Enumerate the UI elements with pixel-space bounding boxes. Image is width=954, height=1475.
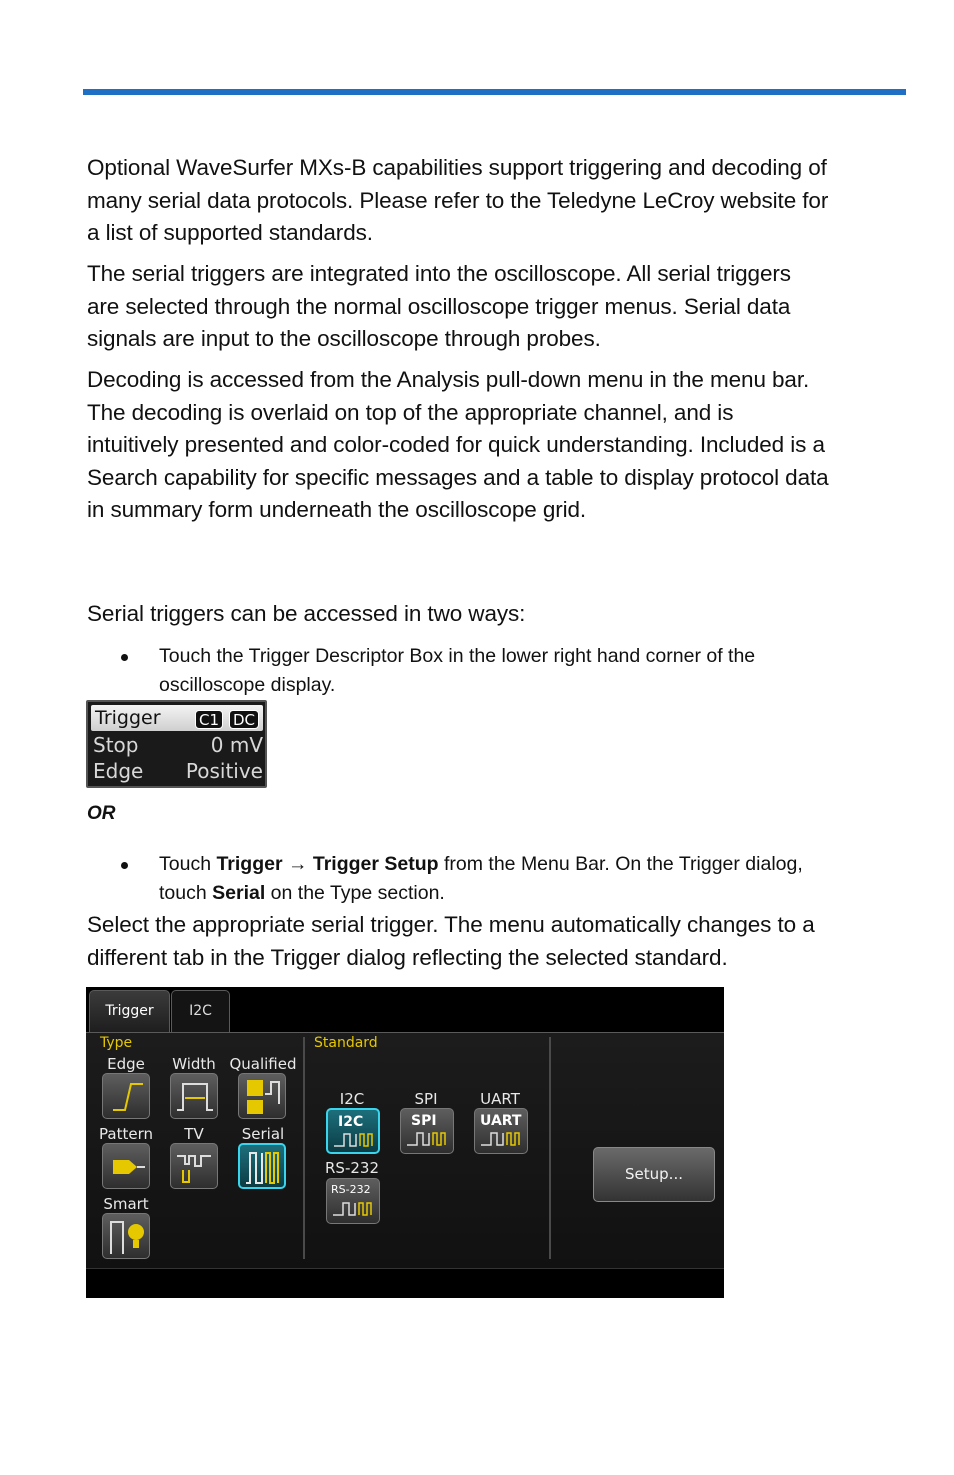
bullet-icon	[121, 654, 128, 661]
coupling-badge: DC	[229, 710, 259, 729]
rs232-standard-button[interactable]	[326, 1178, 380, 1224]
text-run: touch	[159, 882, 213, 904]
edge-trigger-button[interactable]	[102, 1073, 150, 1119]
text-line: The serial triggers are integrated into the oscilloscope. All serial triggers	[87, 261, 791, 286]
spi-icon	[401, 1109, 455, 1155]
type-label-serial: Serial	[241, 1125, 285, 1143]
text-line: in summary form underneath the oscilloscope grid.	[87, 497, 587, 523]
trigger-descriptor-box	[86, 700, 267, 788]
bold-menu-path: Trigger → Trigger Setup	[216, 853, 439, 875]
standard-label-i2c: I2C	[339, 1090, 365, 1108]
setup-button[interactable]: Setup...	[593, 1147, 715, 1202]
descriptor-title: Trigger	[95, 707, 161, 729]
serial-trigger-button[interactable]	[238, 1143, 286, 1189]
text-line	[159, 850, 899, 879]
text-run: from the Menu Bar. On the Trigger dialog,	[438, 853, 803, 875]
tab-trigger[interactable]: Trigger	[89, 990, 170, 1032]
type-label-pattern: Pattern	[99, 1125, 153, 1143]
section-divider	[303, 1037, 305, 1259]
svg-text:UART: UART	[480, 1113, 522, 1129]
text-line: are selected through the normal oscilloscope trigger menus. Serial data	[87, 293, 791, 319]
type-label-qualified: Qualified	[229, 1055, 297, 1073]
text-line: Touch the Trigger Descriptor Box in the lower right hand corner of the	[159, 645, 756, 667]
tv-trigger-button[interactable]	[170, 1143, 218, 1189]
bullet-item-menu	[121, 850, 901, 910]
type-section-label: Type	[100, 1035, 133, 1051]
edge-icon	[103, 1074, 151, 1120]
bullet-item-descriptor	[121, 642, 901, 702]
bold-serial: Serial	[212, 882, 266, 904]
uart-icon	[475, 1109, 529, 1155]
standard-label-spi: SPI	[414, 1090, 438, 1108]
dialog-panel	[86, 1032, 724, 1268]
text-run: on the Type section.	[265, 882, 445, 904]
text-line: Search capability for specific messages and a table to display protocol data	[87, 464, 829, 490]
standard-label-rs232: RS-232	[325, 1159, 379, 1177]
type-label-width: Width	[172, 1055, 216, 1073]
text-line: signals are input to the oscilloscope through probes.	[87, 326, 601, 352]
width-icon	[171, 1074, 219, 1120]
qualified-trigger-button[interactable]	[238, 1073, 286, 1119]
text-line: Decoding is accessed from the Analysis pull-down menu in the menu bar.	[87, 367, 810, 392]
svg-text:RS-232: RS-232	[331, 1183, 371, 1196]
text-line	[159, 879, 899, 908]
descriptor-slope-value: Positive	[185, 759, 263, 783]
pattern-trigger-button[interactable]	[102, 1143, 150, 1189]
access-lead: Serial triggers can be accessed in two ways:	[87, 601, 526, 626]
serial-icon	[240, 1145, 288, 1191]
descriptor-level-value: 0 mV	[210, 733, 263, 757]
smart-icon	[103, 1214, 151, 1260]
svg-text:I2C: I2C	[338, 1114, 364, 1130]
trigger-dialog	[86, 987, 724, 1298]
header-rule	[83, 89, 906, 95]
pattern-icon	[103, 1144, 151, 1190]
i2c-standard-button[interactable]	[326, 1108, 380, 1154]
type-label-edge: Edge	[107, 1055, 145, 1073]
svg-text:SPI: SPI	[411, 1113, 437, 1129]
type-label-tv: TV	[184, 1125, 204, 1143]
descriptor-row-mode	[93, 733, 263, 757]
dialog-bottom-line	[86, 1268, 724, 1269]
channel-badge: C1	[195, 710, 223, 729]
spi-standard-button[interactable]	[400, 1108, 454, 1154]
paragraph-intro	[87, 152, 907, 250]
tab-i2c[interactable]: I2C	[171, 990, 230, 1032]
bullet-icon	[121, 862, 128, 869]
standard-section-label: Standard	[314, 1035, 378, 1051]
text-line: intuitively presented and color-coded for quick understanding. Included is a	[87, 432, 825, 458]
paragraph-select	[87, 909, 907, 974]
text-line: oscilloscope display.	[159, 674, 336, 696]
dialog-bottom-band	[86, 1268, 724, 1298]
text-line: different tab in the Trigger dialog reflecting the selected standard.	[87, 944, 728, 970]
tv-icon	[171, 1144, 219, 1190]
i2c-icon	[328, 1110, 382, 1156]
descriptor-header	[91, 705, 263, 731]
type-label-smart: Smart	[103, 1195, 149, 1213]
standard-label-uart: UART	[480, 1090, 520, 1108]
text-line: The decoding is overlaid on top of the appropriate channel, and is	[87, 399, 734, 425]
qualified-icon	[239, 1074, 287, 1120]
text-line: Optional WaveSurfer MXs-B capabilities support triggering and decoding of	[87, 155, 827, 180]
rs232-icon	[327, 1179, 381, 1225]
uart-standard-button[interactable]	[474, 1108, 528, 1154]
text-run: Touch	[159, 853, 217, 875]
or-label: OR	[87, 803, 116, 824]
descriptor-type-label: Edge	[93, 759, 144, 783]
width-trigger-button[interactable]	[170, 1073, 218, 1119]
smart-trigger-button[interactable]	[102, 1213, 150, 1259]
text-line: many serial data protocols. Please refer to the Teledyne LeCroy website for	[87, 187, 829, 213]
text-line: a list of supported standards.	[87, 220, 373, 246]
section-divider	[549, 1037, 551, 1259]
descriptor-mode-label: Stop	[93, 733, 139, 757]
descriptor-row-type	[93, 759, 263, 783]
paragraph-integration	[87, 258, 907, 356]
text-line: Select the appropriate serial trigger. The menu automatically changes to a	[87, 912, 815, 937]
paragraph-decoding	[87, 364, 907, 527]
